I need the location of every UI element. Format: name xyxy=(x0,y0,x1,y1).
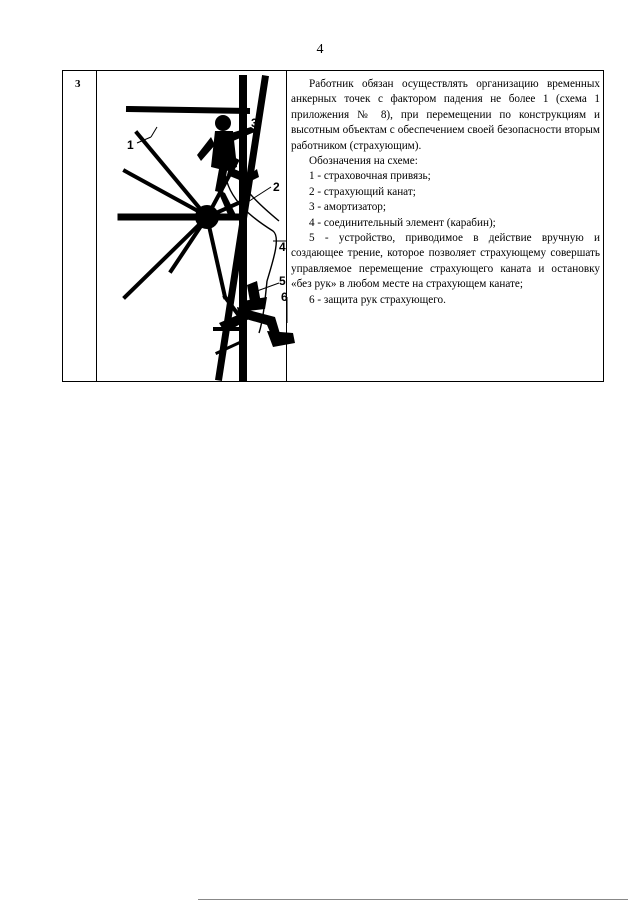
row-number-cell xyxy=(63,71,97,381)
figure-label-6: 6 xyxy=(281,290,288,304)
figure-label-5: 5 xyxy=(279,274,286,288)
tower-climbing-illustration xyxy=(97,71,287,383)
instruction-table xyxy=(62,70,604,382)
legend-title: Обозначения на схеме: xyxy=(309,155,418,168)
legend-item: 1 - страховочная привязь; xyxy=(309,170,431,183)
figure-label-1: 1 xyxy=(127,138,134,152)
figure-label-3: 3 xyxy=(251,116,258,130)
row-number: 3 xyxy=(75,78,81,90)
legend-item: 3 - амортизатор; xyxy=(309,201,387,214)
page-number: 4 xyxy=(316,42,324,57)
figure-cell xyxy=(97,71,287,381)
legend-item: 6 - защита рук страхующего. xyxy=(309,293,446,306)
figure-label-4: 4 xyxy=(279,240,286,254)
instruction-paragraph: Работник обязан осуществлять организацию временных анкерных точек с фактором падения не более 1 (схема 1 приложения № 8), при перемещении по конструкциям и высотным объектам с обеспечением своей безопасности вторым работником (страхующим). xyxy=(291,78,600,152)
instruction-text-cell xyxy=(287,71,605,381)
legend-item: 4 - соединительный элемент (карабин); xyxy=(309,216,496,229)
legend-item: 5 - устройство, приводимое в действие вручную и создающее трение, которое позволяет страхующему совершать управляемое перемещение страхующего каната и остановку «без рук» в любом месте на страхующем канате; xyxy=(291,232,600,291)
footer-rule xyxy=(198,899,628,900)
legend-item: 2 - страхующий канат; xyxy=(309,185,416,198)
tower-top-beam xyxy=(129,109,247,111)
figure-label-2: 2 xyxy=(273,180,280,194)
